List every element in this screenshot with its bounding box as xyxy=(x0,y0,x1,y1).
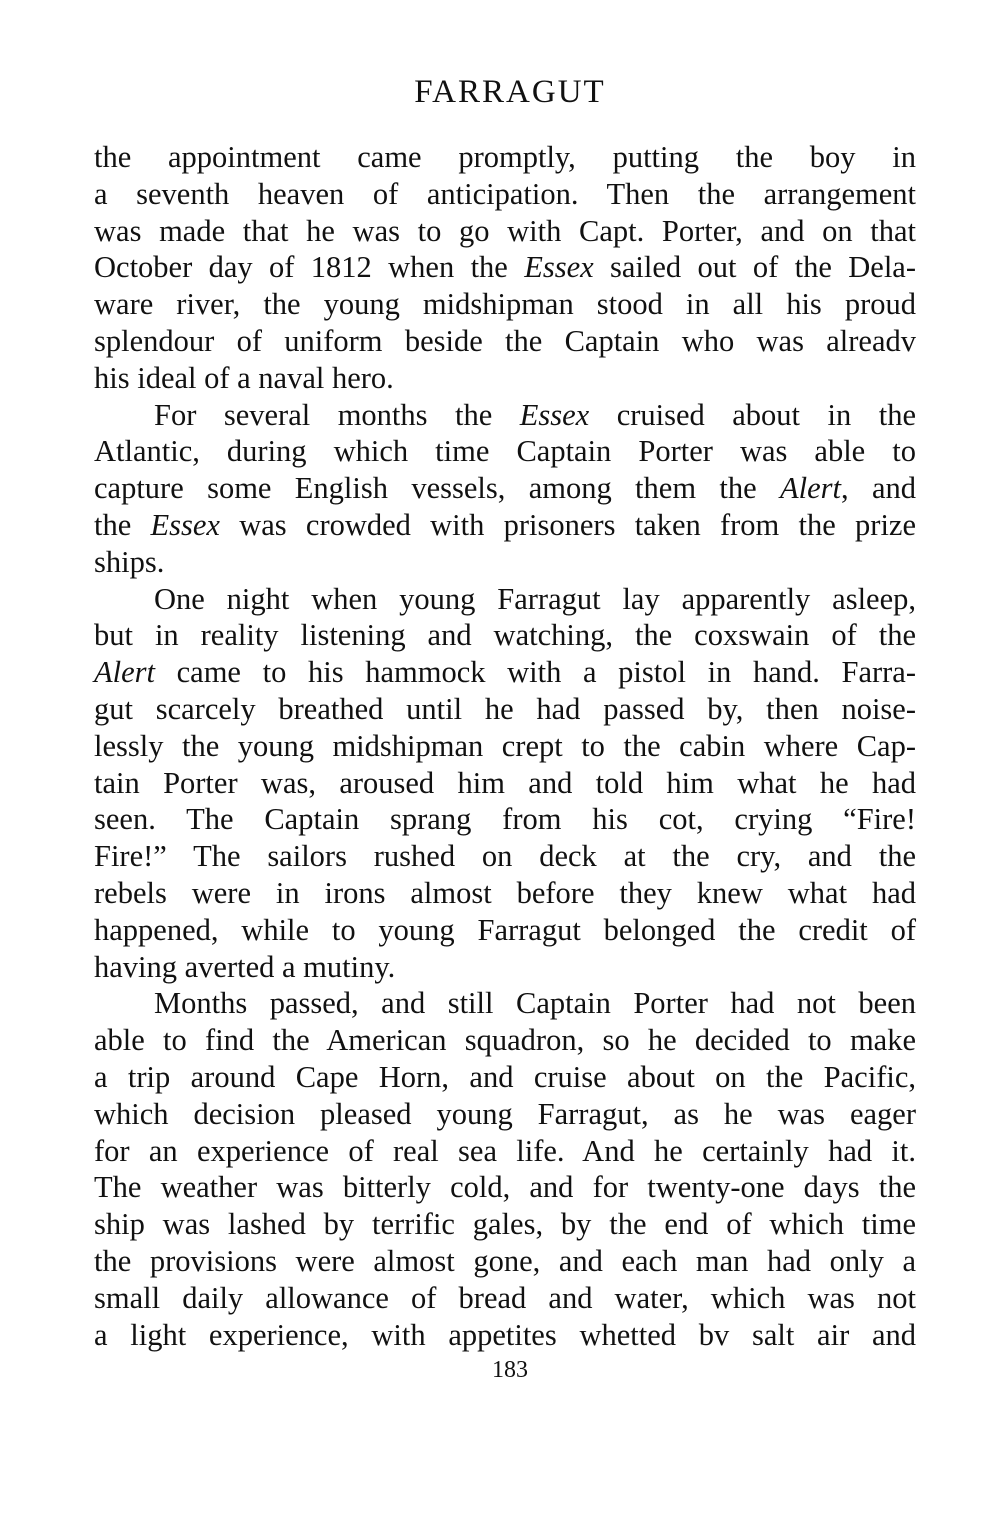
text-line: happened, while to young Farragut belonged the credit of xyxy=(94,912,916,947)
ship-name: Alert xyxy=(94,655,155,690)
text-line: a seventh heaven of anticipation. Then the arrangement xyxy=(94,176,916,211)
text-line: tain Porter was, aroused him and told him what he had xyxy=(94,765,916,800)
text-line: seen. The Captain sprang from his cot, crying “Fire! xyxy=(94,802,916,837)
text-line: ship was lashed by terrific gales, by the end of which time xyxy=(94,1207,916,1242)
ship-name: Essex xyxy=(150,507,220,542)
text-line: Alert came to his hammock with a pistol in hand. Farra- xyxy=(94,655,916,690)
text-line: One night when young Farragut lay apparently asleep, xyxy=(154,581,916,616)
text-line: rebels were in irons almost before they knew what had xyxy=(94,875,916,910)
text-line: a trip around Cape Horn, and cruise about on the Pacific, xyxy=(94,1059,916,1094)
text-line: Months passed, and still Captain Porter had not been xyxy=(154,986,916,1021)
text-line: splendour of uniform beside the Captain who was alreadv xyxy=(94,323,916,358)
text-line: which decision pleased young Farragut, as he was eager xyxy=(94,1096,916,1131)
text-line: For several months the Essex cruised about in the xyxy=(154,397,916,432)
text-line: October day of 1812 when the Essex sailed out of the Dela- xyxy=(94,250,916,285)
body-text xyxy=(94,139,916,1353)
running-head: FARRAGUT xyxy=(414,74,606,110)
text-line: small daily allowance of bread and water, which was not xyxy=(94,1280,916,1315)
text-line: was made that he was to go with Capt. Porter, and on that xyxy=(94,213,916,248)
text-line: ships. xyxy=(94,544,165,579)
page-number: 183 xyxy=(492,1357,528,1384)
book-page xyxy=(94,76,916,1384)
text-line: Fire!” The sailors rushed on deck at the cry, and the xyxy=(94,839,916,874)
text-line: lessly the young midshipman crept to the cabin where Cap- xyxy=(94,728,916,763)
text-line: having averted a mutiny. xyxy=(94,949,396,984)
text-line: gut scarcely breathed until he had passed by, then noise- xyxy=(94,691,916,726)
text-line: the provisions were almost gone, and each man had only a xyxy=(94,1243,916,1278)
text-line: but in reality listening and watching, the coxswain of the xyxy=(94,618,916,653)
ship-name: Alert xyxy=(779,471,841,506)
text-line: for an experience of real sea life. And he certainly had it. xyxy=(94,1133,916,1168)
text-line: the Essex was crowded with prisoners taken from the prize xyxy=(94,507,916,542)
text-line: his ideal of a naval hero. xyxy=(94,360,394,395)
text-line: Atlantic, during which time Captain Porter was able to xyxy=(94,434,916,469)
text-line: the appointment came promptly, putting the boy in xyxy=(94,140,916,174)
text-line: The weather was bitterly cold, and for twenty-one days the xyxy=(94,1170,916,1205)
ship-name: Essex xyxy=(519,397,590,432)
text-line: capture some English vessels, among them the Alert, and xyxy=(94,471,916,506)
ship-name: Essex xyxy=(524,250,594,285)
text-line: able to find the American squadron, so he decided to make xyxy=(94,1023,916,1058)
text-line: ware river, the young midshipman stood in all his proud xyxy=(94,287,916,322)
text-line: a light experience, with appetites whetted bv salt air and xyxy=(94,1317,916,1352)
